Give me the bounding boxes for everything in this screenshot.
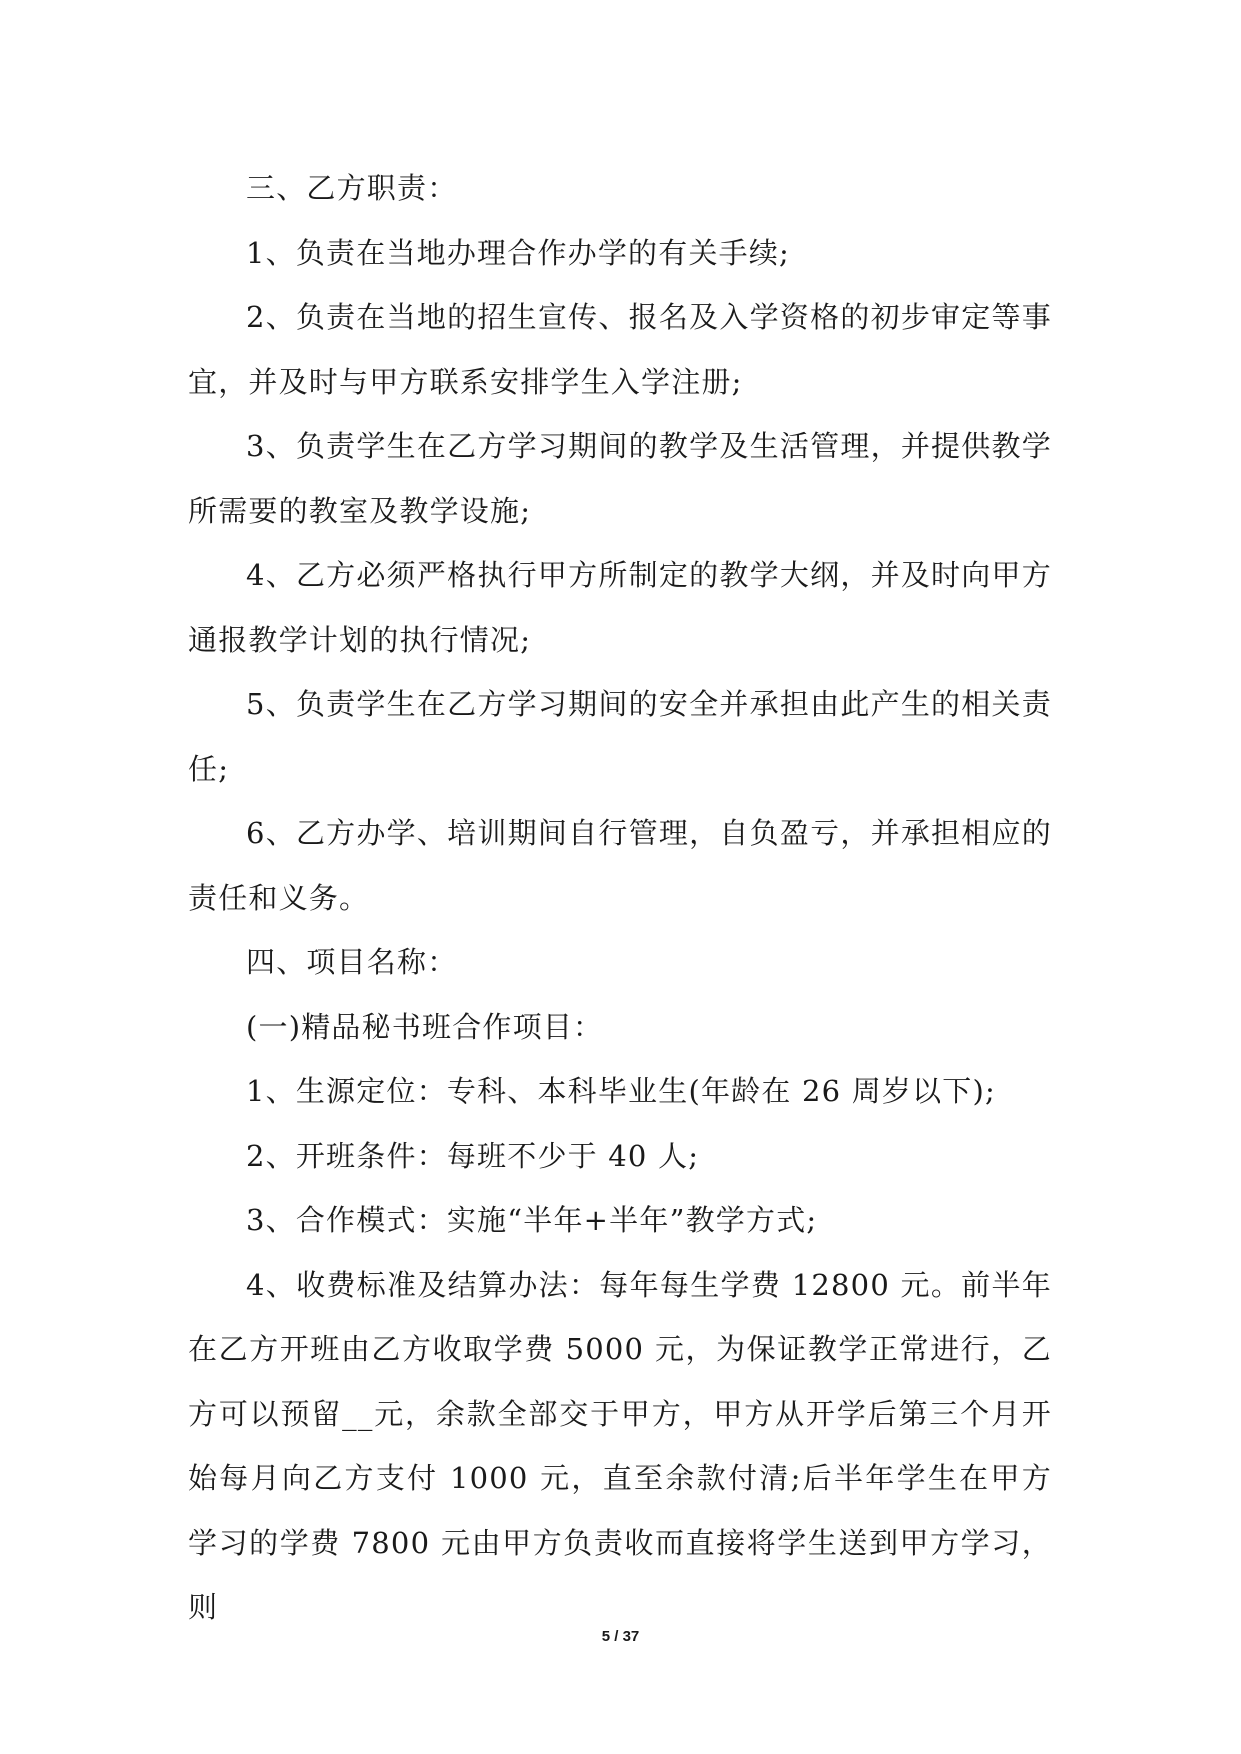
paragraph-cooperation-mode: 3、合作模式：实施“半年+半年”教学方式; — [246, 1203, 818, 1237]
paragraph-item-5: 5、负责学生在乙方学习期间的安全并承担由此产生的相关责任; — [188, 687, 1052, 786]
paragraph-item-1: 1、负责在当地办理合作办学的有关手续; — [246, 235, 791, 270]
document-body — [188, 156, 1052, 1640]
paragraph-student-source: 1、生源定位：专科、本科毕业生(年龄在 26 周岁以下); — [246, 1074, 996, 1108]
paragraph-item-6: 6、乙方办学、培训期间自行管理，自负盈亏，并承担相应的责任和义务。 — [188, 816, 1052, 915]
section-heading-party-b-duties: 三、乙方职责： — [246, 171, 458, 205]
section-heading-project-name: 四、项目名称： — [246, 945, 458, 979]
page-number: 5 / 37 — [601, 1628, 640, 1645]
paragraph-fee-settlement: 4、收费标准及结算办法：每年每生学费 12800 元。前半年在乙方开班由乙方收取学费 5000 元，为保证教学正常进行，乙方可以预留__元，余款全部交于甲方，甲方从开学后第三个月开始每月向乙方支付 1000 元，直至余款付清;后半年学生在甲方学习的学费 7800 元由甲方负责收而直接将学生送到甲方学习，则 — [188, 1267, 1052, 1624]
paragraph-item-2: 2、负责在当地的招生宣传、报名及入学资格的初步审定等事宜，并及时与甲方联系安排学生入学注册; — [188, 300, 1052, 399]
paragraph-item-4: 4、乙方必须严格执行甲方所制定的教学大纲，并及时向甲方通报教学计划的执行情况; — [188, 558, 1052, 657]
paragraph-class-conditions: 2、开班条件：每班不少于 40 人; — [246, 1138, 700, 1173]
subsection-heading-secretary-class: (一)精品秘书班合作项目： — [246, 1009, 604, 1044]
paragraph-item-3: 3、负责学生在乙方学习期间的教学及生活管理，并提供教学所需要的教室及教学设施; — [188, 429, 1052, 528]
